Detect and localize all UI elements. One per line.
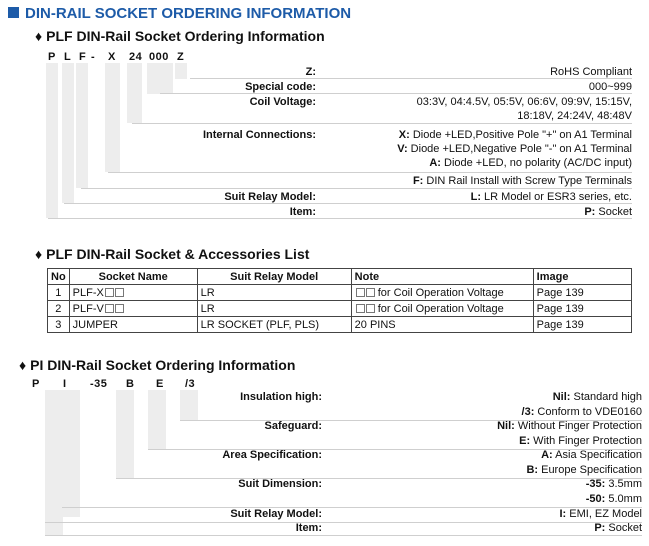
- cell-suit-relay-model: LR: [197, 285, 351, 301]
- col-header-no: No: [48, 269, 70, 285]
- cell-socket-name: [69, 301, 197, 317]
- diamond-bullet-icon: ♦: [19, 357, 27, 373]
- code-letter: P: [32, 378, 40, 390]
- value-text: Without Finger Protection: [514, 420, 642, 432]
- code-letter: F: [79, 51, 87, 63]
- placeholder-box-icon: [356, 288, 365, 297]
- pi-order-title-text: PI DIN-Rail Socket Ordering Information: [30, 357, 296, 373]
- placeholder-box-icon: [366, 288, 375, 297]
- field-label: Safeguard:: [264, 420, 322, 432]
- code-column-shade: [148, 390, 166, 449]
- note-text: 20 PINS: [354, 318, 396, 331]
- cell-socket-name: [69, 317, 197, 333]
- field-value: 18:18V, 24:24V, 48:48V: [517, 110, 632, 122]
- placeholder-box-icon: [366, 304, 375, 313]
- code-letter: X: [108, 51, 116, 63]
- placeholder-box-icon: [115, 288, 124, 297]
- accessories-title: [35, 246, 309, 262]
- value-code: Nil:: [497, 420, 515, 432]
- value-code: A:: [541, 449, 553, 461]
- col-header-note: Note: [351, 269, 533, 285]
- value-code: F:: [412, 175, 424, 187]
- code-column-shade: [180, 390, 198, 420]
- cell-image: Page 139: [533, 285, 631, 301]
- plf-order-title-text: PLF DIN-Rail Socket Ordering Information: [46, 28, 325, 44]
- cell-suit-relay-model: LR: [197, 301, 351, 317]
- value-code: -50:: [585, 492, 606, 505]
- value-text: EMI, EZ Model: [566, 508, 642, 520]
- value-code: B:: [526, 463, 539, 476]
- col-header-suit-relay-model: Suit Relay Model: [197, 269, 351, 285]
- table-row: [48, 301, 632, 317]
- field-value: [586, 493, 642, 505]
- field-label: Item:: [289, 206, 316, 218]
- field-value: 000~999: [588, 81, 632, 93]
- placeholder-box-icon: [105, 288, 114, 297]
- code-column-shade: [127, 63, 142, 123]
- value-text: Standard high: [570, 391, 642, 403]
- field-separator: [45, 535, 642, 536]
- socket-name-text: PLF-V: [72, 302, 104, 315]
- cell-no: 3: [48, 317, 70, 333]
- field-separator: [116, 478, 642, 479]
- cell-image: Page 139: [533, 317, 631, 333]
- col-header-socket-name: Socket Name: [69, 269, 197, 285]
- cell-note: [351, 317, 533, 333]
- diamond-bullet-icon: ♦: [35, 246, 43, 262]
- field-label: Internal Connections:: [202, 129, 316, 141]
- accessories-title-text: PLF DIN-Rail Socket & Accessories List: [46, 246, 310, 262]
- note-text: for Coil Operation Voltage: [374, 302, 504, 315]
- socket-name-text: JUMPER: [72, 318, 118, 331]
- field-label: Item:: [295, 522, 322, 534]
- value-text: DIN Rail Install with Screw Type Terminals: [423, 175, 632, 187]
- field-label: Area Specification:: [222, 449, 322, 461]
- field-value: [413, 175, 632, 187]
- field-label: Suit Relay Model:: [224, 191, 316, 203]
- cell-suit-relay-model: LR SOCKET (PLF, PLS): [197, 317, 351, 333]
- code-letter: 000: [149, 51, 169, 63]
- field-value: [586, 478, 642, 490]
- code-column-shade: [46, 63, 58, 218]
- code-letter: /3: [185, 378, 196, 390]
- socket-name-text: PLF-X: [72, 286, 104, 299]
- value-code: A:: [429, 157, 441, 169]
- field-value: [594, 522, 642, 534]
- value-code: P:: [584, 206, 596, 218]
- value-code: X:: [398, 129, 410, 141]
- field-value: [522, 406, 642, 418]
- table-row: [48, 317, 632, 333]
- value-text: 3.5mm: [605, 478, 642, 490]
- field-label: Coil Voltage:: [249, 96, 316, 108]
- value-code: E:: [519, 434, 531, 447]
- field-value: [399, 129, 632, 141]
- value-text: LR Model or ESR3 series, etc.: [480, 191, 632, 203]
- value-text: Diode +LED, no polarity (AC/DC input): [440, 157, 632, 169]
- field-separator: [45, 522, 642, 523]
- field-label: Suit Dimension:: [238, 478, 322, 490]
- code-letter: P: [48, 51, 56, 63]
- code-letter: -: [91, 51, 96, 63]
- field-separator: [132, 123, 632, 124]
- code-letter: L: [64, 51, 72, 63]
- field-value: [497, 420, 642, 432]
- field-value: 03:3V, 04:4.5V, 05:5V, 06:6V, 09:9V, 15:15V,: [416, 96, 632, 108]
- value-text: 5.0mm: [605, 492, 642, 505]
- value-text: Conform to VDE0160: [534, 405, 642, 418]
- cell-note: [351, 301, 533, 317]
- code-column-shade: [62, 390, 80, 517]
- table-header-row: [48, 269, 632, 285]
- square-bullet-icon: [8, 7, 19, 18]
- field-value: [526, 464, 642, 476]
- diamond-bullet-icon: ♦: [35, 28, 43, 44]
- plf-order-title: [35, 28, 325, 44]
- code-letter: Z: [177, 51, 185, 63]
- value-text: Diode +LED,Negative Pole "-" on A1 Terminal: [407, 143, 632, 155]
- placeholder-box-icon: [105, 304, 114, 313]
- cell-image: Page 139: [533, 301, 631, 317]
- field-separator: [62, 507, 642, 508]
- value-text: Socket: [605, 522, 642, 534]
- value-code: -35:: [585, 478, 606, 490]
- value-text: Socket: [595, 206, 632, 218]
- col-header-image: Image: [533, 269, 631, 285]
- field-separator: [81, 188, 632, 189]
- field-label: Suit Relay Model:: [230, 508, 322, 520]
- value-code: L:: [470, 191, 481, 203]
- code-column-shade: [76, 63, 88, 188]
- cell-no: 1: [48, 285, 70, 301]
- code-column-shade: [62, 63, 74, 203]
- code-column-shade: [147, 63, 173, 94]
- table-row: [48, 285, 632, 301]
- code-letter: E: [156, 378, 164, 390]
- value-text: Diode +LED,Positive Pole "+" on A1 Terminal: [409, 129, 632, 141]
- value-text: With Finger Protection: [530, 434, 642, 447]
- cell-no: 2: [48, 301, 70, 317]
- cell-note: [351, 285, 533, 301]
- accessories-table: [47, 268, 632, 333]
- code-column-shade: [175, 63, 187, 79]
- value-code: I:: [559, 508, 567, 520]
- field-value: [429, 157, 632, 169]
- value-text: Asia Specification: [552, 449, 642, 461]
- value-text: Europe Specification: [538, 463, 642, 476]
- value-code: /3:: [521, 405, 535, 418]
- field-value: [559, 508, 642, 520]
- field-label: Z:: [305, 66, 316, 78]
- field-value: [584, 206, 632, 218]
- code-column-shade: [105, 63, 120, 172]
- field-label: Special code:: [245, 81, 316, 93]
- code-letter: I: [63, 378, 67, 390]
- placeholder-box-icon: [115, 304, 124, 313]
- cell-socket-name: [69, 285, 197, 301]
- placeholder-box-icon: [356, 304, 365, 313]
- field-separator: [108, 172, 632, 173]
- value-code: V:: [397, 143, 408, 155]
- field-label: Insulation high:: [240, 391, 322, 403]
- value-code: P:: [594, 522, 606, 534]
- field-value: [553, 391, 642, 403]
- field-value: [471, 191, 632, 203]
- field-separator: [190, 78, 632, 79]
- main-title: [8, 5, 351, 22]
- value-code: Nil:: [552, 391, 571, 403]
- field-value: RoHS Compliant: [550, 66, 632, 78]
- field-separator: [160, 93, 632, 94]
- field-value: [519, 435, 642, 447]
- code-letter: B: [126, 378, 135, 390]
- field-separator: [64, 203, 632, 204]
- note-text: for Coil Operation Voltage: [374, 286, 504, 299]
- code-letter: 24: [129, 51, 143, 63]
- field-separator: [48, 218, 632, 219]
- field-value: [397, 143, 632, 155]
- main-title-text: DIN-RAIL SOCKET ORDERING INFORMATION: [25, 5, 352, 22]
- field-value: [541, 449, 642, 461]
- code-column-shade: [116, 390, 134, 478]
- pi-order-title: [19, 357, 295, 373]
- code-letter: -35: [90, 378, 108, 390]
- code-column-shade: [45, 390, 63, 535]
